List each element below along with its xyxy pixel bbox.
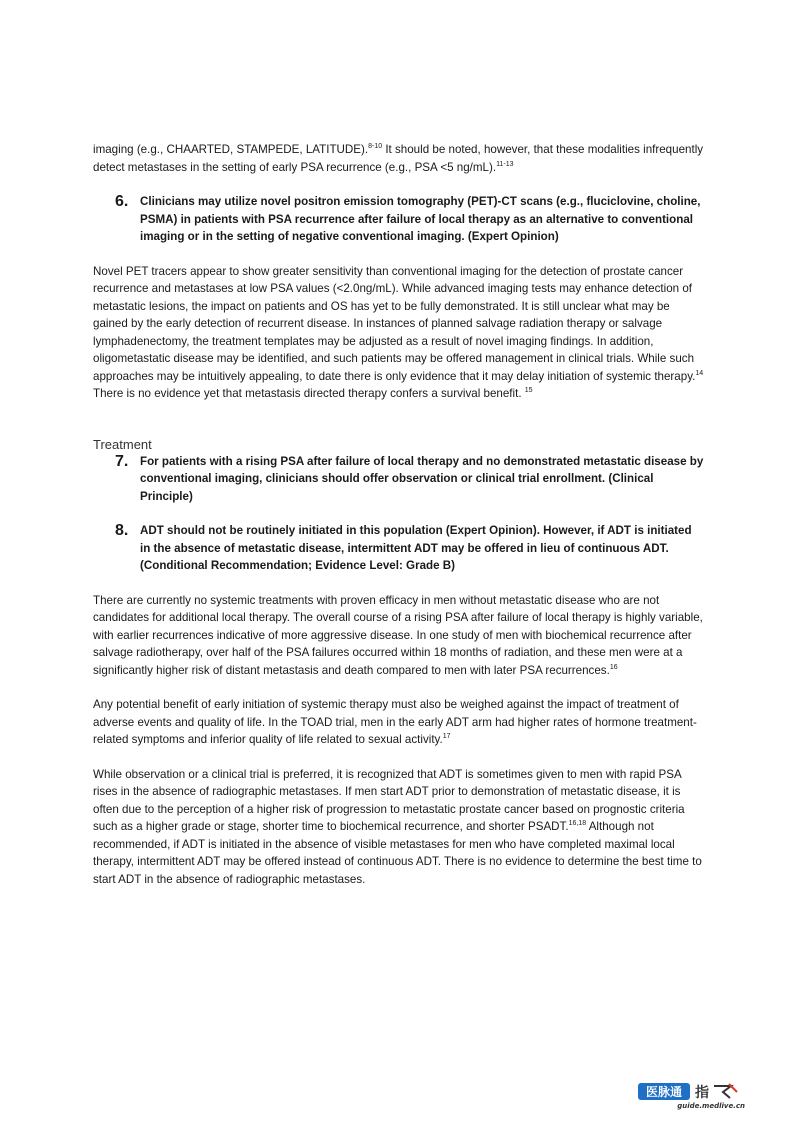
paragraph-systemic: There are currently no systemic treatments with proven efficacy in men without metastatic disease who are not candidates for additional local therapy. The overall course of a rising PSA after failure of local therapy is highly variable, with earlier recurrences indicative of more aggressive disease. In one study of men with biochemical recurrence after salvage radiotherapy, over half of the PSA failures occurred within 18 months of radiation, and these men were at a significantly higher risk of distant metastasis and death compared to men with later PSA recurrences.$^{16}$ (93, 593, 703, 677)
recommendation-6 (115, 193, 705, 246)
document-page (93, 141, 705, 888)
logo-glyph-icon (714, 1086, 731, 1098)
logo-suffix: 指 (695, 1085, 709, 1101)
paragraph-intro: imaging (e.g., CHAARTED, STAMPEDE, LATITUDE).$^{8-10}$ It should be noted, however, that these modalities infrequently detect metastases in the setting of early PSA recurrence (e.g., PSA <5 ng/mL).$^{11-13}$ (93, 143, 704, 174)
paragraph-observation: While observation or a clinical trial is preferred, it is recognized that ADT is sometimes given to men with rapid PSA rises in the absence of radiographic metastases. If men start ADT prior to demonstration of metastatic disease, it is often due to the perception of a higher risk of progression to metastatic prostate cancer based on prognostic criteria such as a higher grade or stage, shorter time to biochemical recurrence, and shorter PSADT.$^{16,18}$ Although not recommended, if ADT is initiated in the absence of visible metastases for men who have completed maximal local therapy, intermittent ADT may be offered instead of continuous ADT. There is no evidence to determine the best time to start ADT in the absence of radiographic metastases. (93, 767, 702, 886)
medlive-logo (637, 1080, 747, 1110)
medlive-logo-icon (637, 1080, 747, 1110)
recommendation-number: 6. (115, 193, 129, 210)
recommendation-number: 7. (115, 452, 129, 470)
paragraph-benefit: Any potential benefit of early initiation of systemic therapy must also be weighed against the impact of treatment of adverse events and quality of life. In the TOAD trial, men in the early ADT arm had higher rates of hormone treatment-related symptoms and inferior quality of life related to sexual activity.$^{17}$ (93, 698, 697, 746)
recommendation-text: Clinicians may utilize novel positron emission tomography (PET)-CT scans (e.g., fluciclovine, choline, PSMA) in patients with PSA recurrence after failure of local therapy as an alternative to conventional imaging or in the setting of negative conventional imaging. (Expert Opinion) (140, 195, 701, 243)
recommendation-7 (115, 453, 705, 506)
paragraph-pet: Novel PET tracers appear to show greater sensitivity than conventional imaging for the detection of prostate cancer recurrence and metastases at low PSA values (<2.0ng/mL). While advanced imaging tests may enhance detection of metastatic lesions, the impact on patients and OS has yet to be fully demonstrated. It is still unclear what may be gained by the early detection of recurrent disease. In instances of planned salvage radiation therapy or salvage lymphadenectomy, the treatment templates may be adjusted as a result of novel imaging findings. In addition, oligometastatic disease may be identified, and such patients may be offered management in clinical trials. While such approaches may be intuitively appealing, to date there is only evidence that it may delay initiation of systemic therapy.$^{14}$ There is no evidence yet that metastasis directed therapy confers a survival benefit. $^{15}$ (93, 264, 704, 400)
recommendation-8 (115, 522, 705, 575)
recommendation-text: For patients with a rising PSA after failure of local therapy and no demonstrated metastatic disease by conventional imaging, clinicians should offer observation or clinical trial enrollment. (Clinical Principle) (140, 454, 704, 503)
logo-text: 医脉通 (645, 1085, 683, 1099)
recommendation-number: 8. (115, 522, 129, 539)
logo-url: guide.medlive.cn (677, 1102, 745, 1110)
recommendation-text: ADT should not be routinely initiated in this population (Expert Opinion). However, if ADT is initiated in the absence of metastatic disease, intermittent ADT may be offered in lieu of continuous ADT. (Conditional Recommendation; Evidence Level: Grade B) (140, 524, 692, 572)
section-heading: Treatment (93, 436, 152, 452)
